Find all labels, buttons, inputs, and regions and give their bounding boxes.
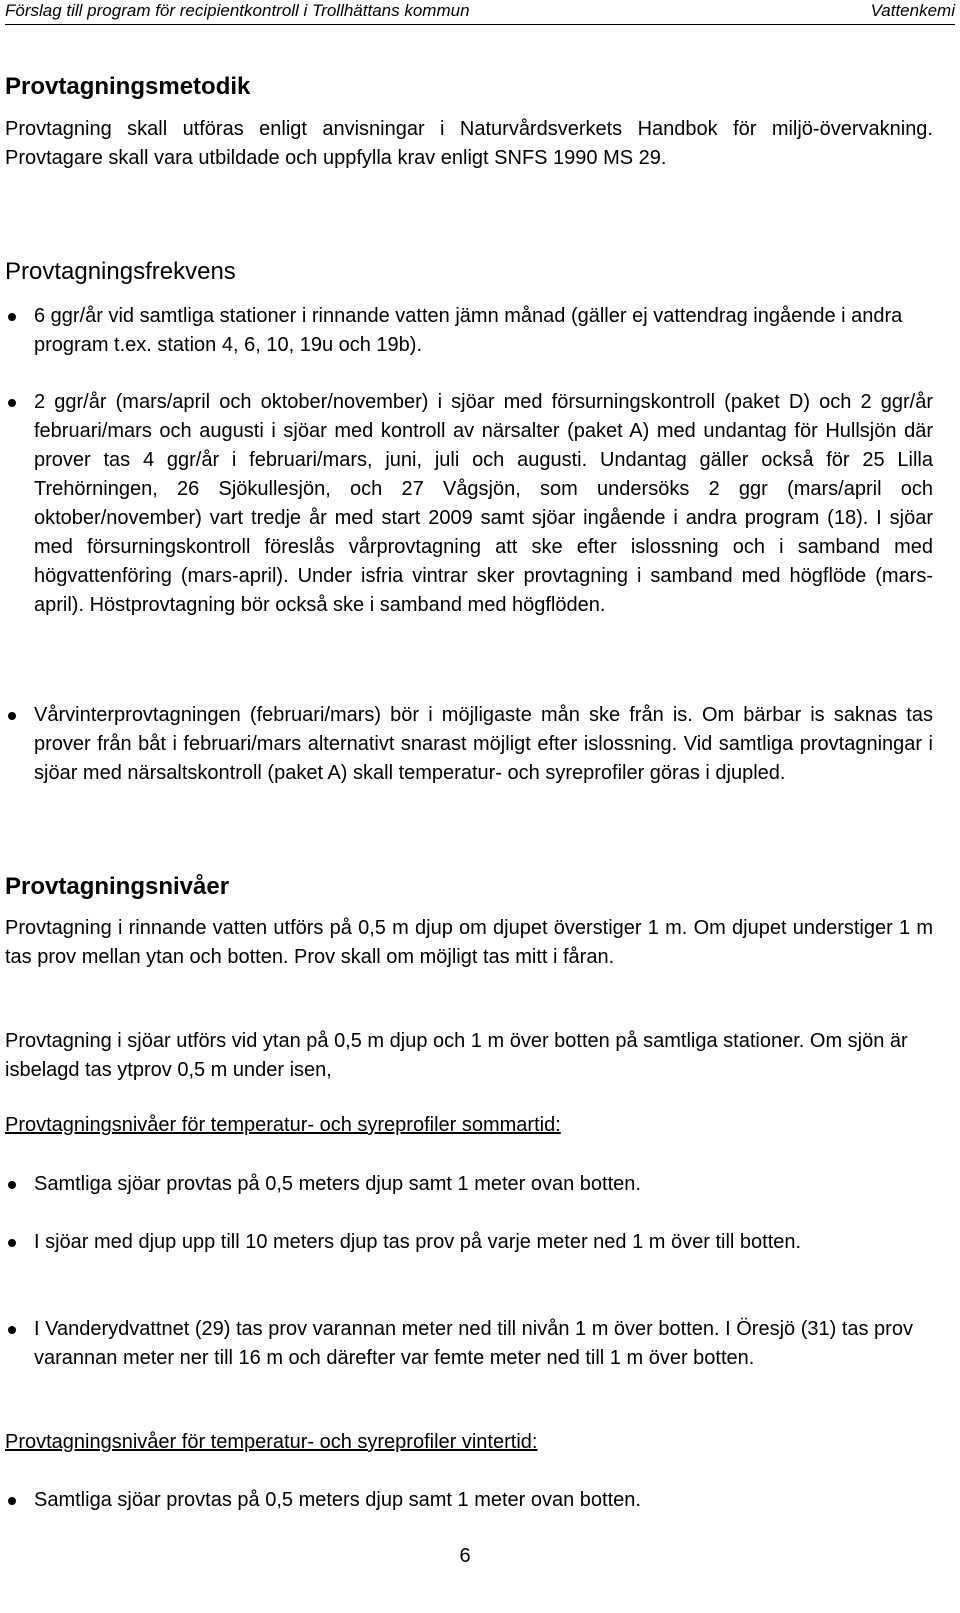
nivaer-paragraph-2: Provtagning i sjöar utförs vid ytan på 0,5 m djup och 1 m över botten på samtliga stationer. Om sjön är isbelagd tas ytprov 0,5 m under isen, (5, 1030, 908, 1081)
summer-bullet-text: I sjöar med djup upp till 10 meters djup tas prov på varje meter ned 1 m över till botten. (34, 1231, 802, 1253)
heading-provtagningsmetodik: Provtagningsmetodik (5, 73, 251, 100)
bullet-icon (8, 1239, 16, 1247)
bullet-icon (8, 1181, 16, 1189)
nivaer-paragraph-1: Provtagning i rinnande vatten utförs på 0,5 m djup om djupet överstiger 1 m. Om djupet understiger 1 m tas prov mellan ytan och botten. Prov skall om möjligt tas mitt i fåran. (5, 917, 933, 968)
frekvens-bullet-text: 2 ggr/år (mars/april och oktober/november) i sjöar med försurningskontroll (paket D) och 2 ggr/år februari/mars och augusti i sjöar med kontroll av närsalter (paket A) med undantag för Hullsjön där prover tas 4 ggr/år i februari/mars, juni, juli och augusti. Undantag gäller också för 25 Lilla Trehörningen, 26 Sjökullesjön, och 27 Vågsjön, som undersöks 2 ggr (mars/april och oktober/november) vart tredje år med start 2009 samt sjöar ingående i andra program (18). I sjöar med försurningskontroll föreslås vårprovtagning att ske efter islossning och i samband med högvattenföring (mars-april). Under isfria vintrar sker provtagning i samband med högflöde (mars-april). Höstprovtagning bör också ske i samband med högflöden. (34, 391, 933, 616)
header-title: Förslag till program för recipientkontroll i Trollhättans kommun (5, 1, 470, 20)
page-number: 6 (459, 1545, 471, 1567)
heading-provtagningsnivaer: Provtagningsnivåer (5, 873, 230, 900)
frekvens-bullet-text: 6 ggr/år vid samtliga stationer i rinnande vatten jämn månad (gäller ej vattendrag ingående i andra program t.ex. station 4, 6, 10, 19u och 19b). (34, 305, 903, 356)
summer-bullet-text: Samtliga sjöar provtas på 0,5 meters djup samt 1 meter ovan botten. (34, 1173, 641, 1195)
heading-provtagningsfrekvens: Provtagningsfrekvens (5, 258, 236, 285)
header-company: Vattenkemi (870, 1, 955, 20)
bullet-icon (8, 399, 16, 407)
winter-bullet-text: Samtliga sjöar provtas på 0,5 meters djup samt 1 meter ovan botten. (34, 1489, 641, 1511)
bullet-icon (8, 1326, 16, 1334)
page-header (5, 0, 955, 25)
bullet-icon (8, 313, 16, 321)
summer-bullet-text: I Vanderydvattnet (29) tas prov varannan meter ned till nivån 1 m över botten. I Öresjö (31) tas prov varannan meter ner till 16 m och därefter var femte meter ned till 1 m över botten. (34, 1318, 913, 1369)
frekvens-bullet-text: Vårvinterprovtagningen (februari/mars) bör i möjligaste mån ske från is. Om bärbar is saknas tas prover från båt i februari/mars alternativt snarast möjligt efter islossning. Vid samtliga provtagningar i sjöar med närsaltskontroll (paket A) skall temperatur- och syreprofiler göras i djupled. (34, 704, 933, 784)
winter-profiles-heading: Provtagningsnivåer för temperatur- och syreprofiler vintertid: (5, 1431, 538, 1453)
bullet-icon (8, 1497, 16, 1505)
bullet-icon (8, 712, 16, 720)
summer-profiles-heading: Provtagningsnivåer för temperatur- och syreprofiler sommartid: (5, 1114, 561, 1136)
metodik-paragraph: Provtagning skall utföras enligt anvisningar i Naturvårdsverkets Handbok för miljö-övervakning. Provtagare skall vara utbildade och uppfylla krav enligt SNFS 1990 MS 29. (5, 118, 933, 169)
